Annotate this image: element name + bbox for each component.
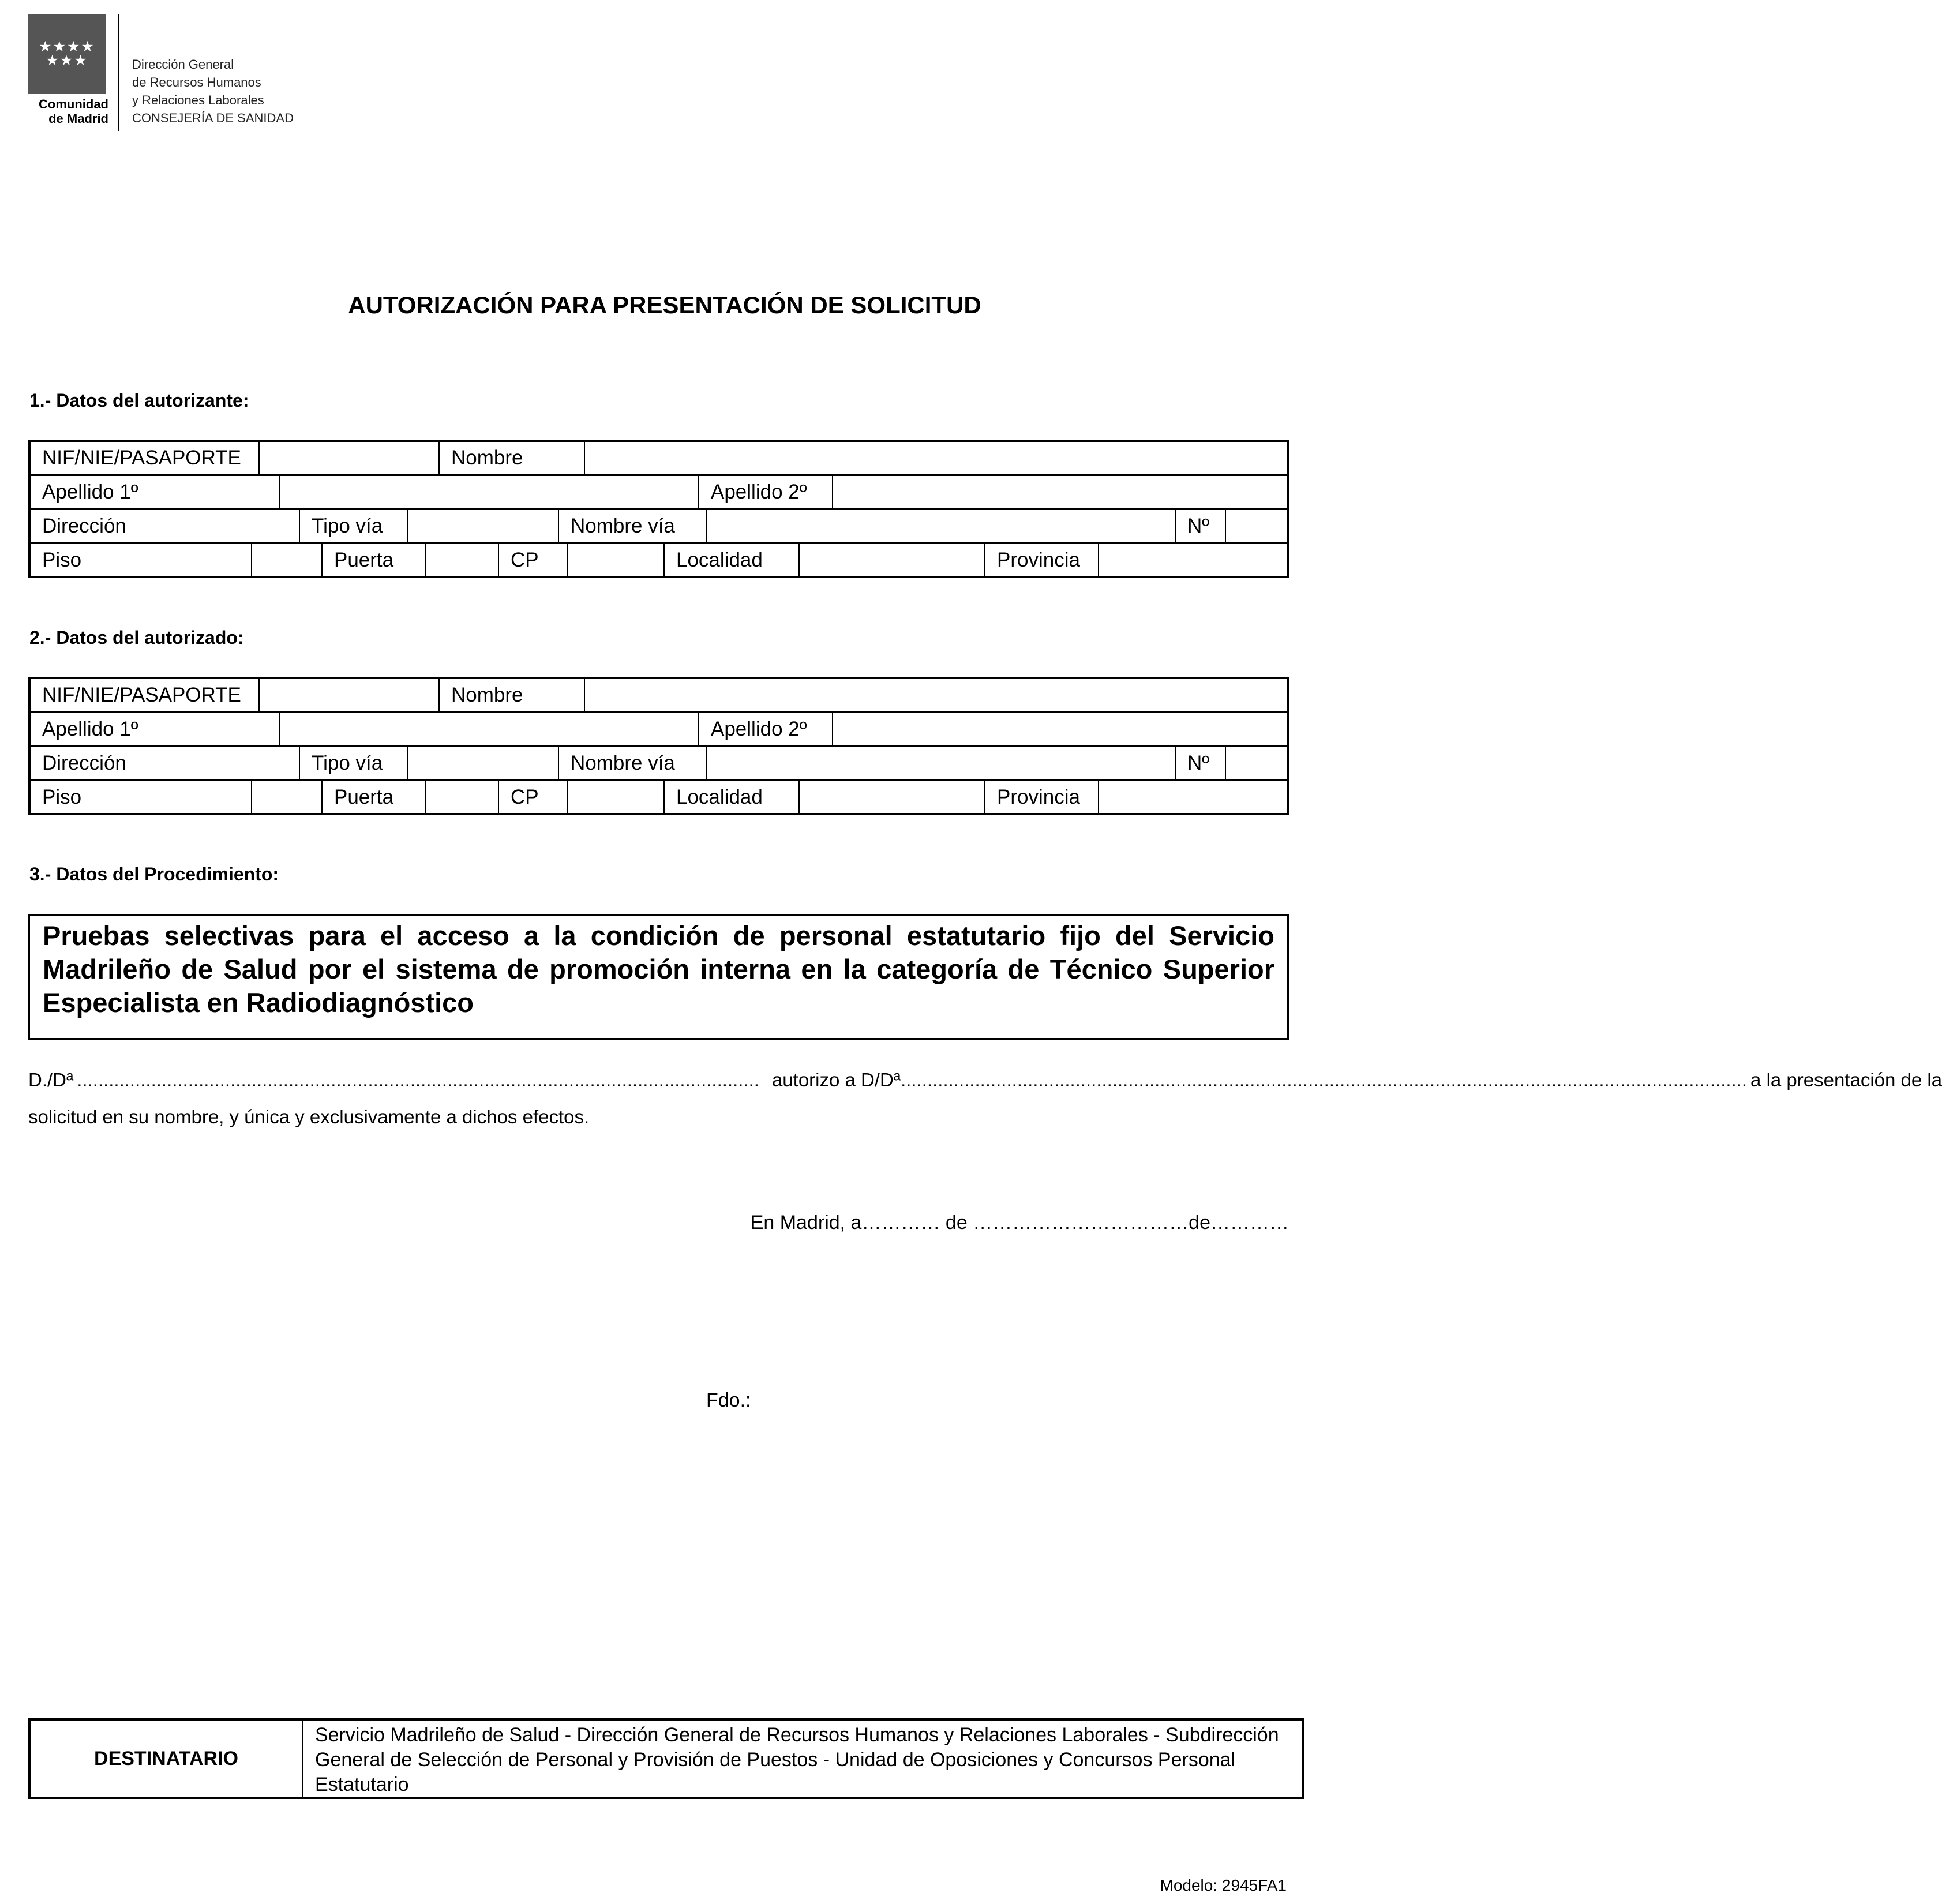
label-tipo-via: Tipo vía	[299, 747, 407, 779]
label-apellido2: Apellido 2º	[699, 475, 833, 508]
label-tipo-via: Tipo vía	[299, 509, 407, 542]
input-nombre[interactable]	[584, 679, 1287, 711]
autorizante-name-blank[interactable]: .................................................................................................................................	[77, 1069, 759, 1090]
section-3-heading: 3.- Datos del Procedimiento:	[29, 864, 279, 884]
section-2-heading: 2.- Datos del autorizado:	[29, 627, 244, 648]
d-prefix: D./Dª	[28, 1069, 74, 1090]
input-piso[interactable]	[252, 544, 322, 576]
input-nombre[interactable]	[584, 441, 1287, 474]
input-nif[interactable]	[259, 441, 439, 474]
label-nombre-via: Nombre vía	[558, 747, 707, 779]
label-nombre: Nombre	[439, 679, 584, 711]
label-piso: Piso	[30, 781, 252, 814]
input-puerta[interactable]	[426, 544, 498, 576]
procedure-box: Pruebas selectivas para el acceso a la condición de personal estatutario fijo del Servicio Madrileño de Salud por el sistema de promoción interna en la categoría de Técnico Superior Especialista en Radiodiagnóstico	[28, 914, 1289, 1040]
logo-caption: Comunidad de Madrid	[39, 97, 108, 126]
destinatario-text: Servicio Madrileño de Salud - Dirección General de Recursos Humanos y Relaciones Laborales - Subdirección General de Selección de Personal y Provisión de Puestos - Unidad de Oposiciones y Concursos Personal Estatutario	[315, 1724, 1279, 1796]
input-nombre-via[interactable]	[707, 747, 1175, 779]
input-nif[interactable]	[259, 679, 439, 711]
input-provincia[interactable]	[1099, 781, 1287, 814]
label-numero: Nº	[1175, 747, 1225, 779]
form-section-2	[28, 677, 1289, 815]
destinatario-box	[28, 1718, 1304, 1799]
autorizo-text: autorizo a D/Dª	[771, 1069, 901, 1090]
input-apellido1[interactable]	[279, 713, 699, 745]
input-numero[interactable]	[1225, 509, 1287, 542]
input-apellido2[interactable]	[833, 475, 1287, 508]
label-cp: CP	[498, 781, 568, 814]
label-apellido2: Apellido 2º	[699, 713, 833, 745]
authorization-line-2: solicitud en su nombre, y única y exclusivamente a dichos efectos.	[28, 1106, 590, 1127]
input-apellido1[interactable]	[279, 475, 699, 508]
comunidad-madrid-logo	[28, 14, 106, 94]
label-piso: Piso	[30, 544, 252, 576]
label-nombre: Nombre	[439, 441, 584, 474]
section-1-heading: 1.- Datos del autorizante:	[29, 390, 249, 411]
signature-label: Fdo.:	[706, 1389, 751, 1411]
label-puerta: Puerta	[322, 544, 426, 576]
label-direccion: Dirección	[30, 747, 299, 779]
document-title: AUTORIZACIÓN PARA PRESENTACIÓN DE SOLICITUD	[348, 291, 981, 318]
label-nif: NIF/NIE/PASAPORTE	[30, 679, 259, 711]
authorization-suffix: a la presentación de la	[1750, 1069, 1942, 1090]
autorizado-name-blank[interactable]: ................................................................................................................................................................	[901, 1069, 1748, 1090]
label-provincia: Provincia	[985, 544, 1099, 576]
label-nif: NIF/NIE/PASAPORTE	[30, 441, 259, 474]
input-tipo-via[interactable]	[407, 509, 558, 542]
input-cp[interactable]	[568, 544, 664, 576]
destinatario-label: DESTINATARIO	[31, 1721, 303, 1797]
label-localidad: Localidad	[664, 781, 799, 814]
label-provincia: Provincia	[985, 781, 1099, 814]
input-provincia[interactable]	[1099, 544, 1287, 576]
label-puerta: Puerta	[322, 781, 426, 814]
institution-name: Dirección General de Recursos Humanos y Relaciones Laborales CONSEJERÍA DE SANIDAD	[132, 57, 294, 125]
input-localidad[interactable]	[799, 781, 985, 814]
form-section-1	[28, 440, 1289, 578]
label-localidad: Localidad	[664, 544, 799, 576]
star-icon: ★★★	[46, 53, 88, 69]
label-apellido1: Apellido 1º	[30, 475, 279, 508]
input-localidad[interactable]	[799, 544, 985, 576]
label-cp: CP	[498, 544, 568, 576]
authorization-paragraph	[28, 1062, 1942, 1135]
label-nombre-via: Nombre vía	[558, 509, 707, 542]
star-icon: ★★★★	[39, 39, 95, 55]
label-direccion: Dirección	[30, 509, 299, 542]
label-numero: Nº	[1175, 509, 1225, 542]
authorization-line-1	[28, 1062, 1942, 1099]
input-numero[interactable]	[1225, 747, 1287, 779]
model-code: Modelo: 2945FA1	[1160, 1876, 1287, 1894]
input-piso[interactable]	[252, 781, 322, 814]
date-line: En Madrid, a………… de ……………………………de…………	[750, 1212, 1289, 1234]
input-nombre-via[interactable]	[707, 509, 1175, 542]
input-cp[interactable]	[568, 781, 664, 814]
input-puerta[interactable]	[426, 781, 498, 814]
input-tipo-via[interactable]	[407, 747, 558, 779]
header-divider	[118, 14, 119, 131]
label-apellido1: Apellido 1º	[30, 713, 279, 745]
input-apellido2[interactable]	[833, 713, 1287, 745]
